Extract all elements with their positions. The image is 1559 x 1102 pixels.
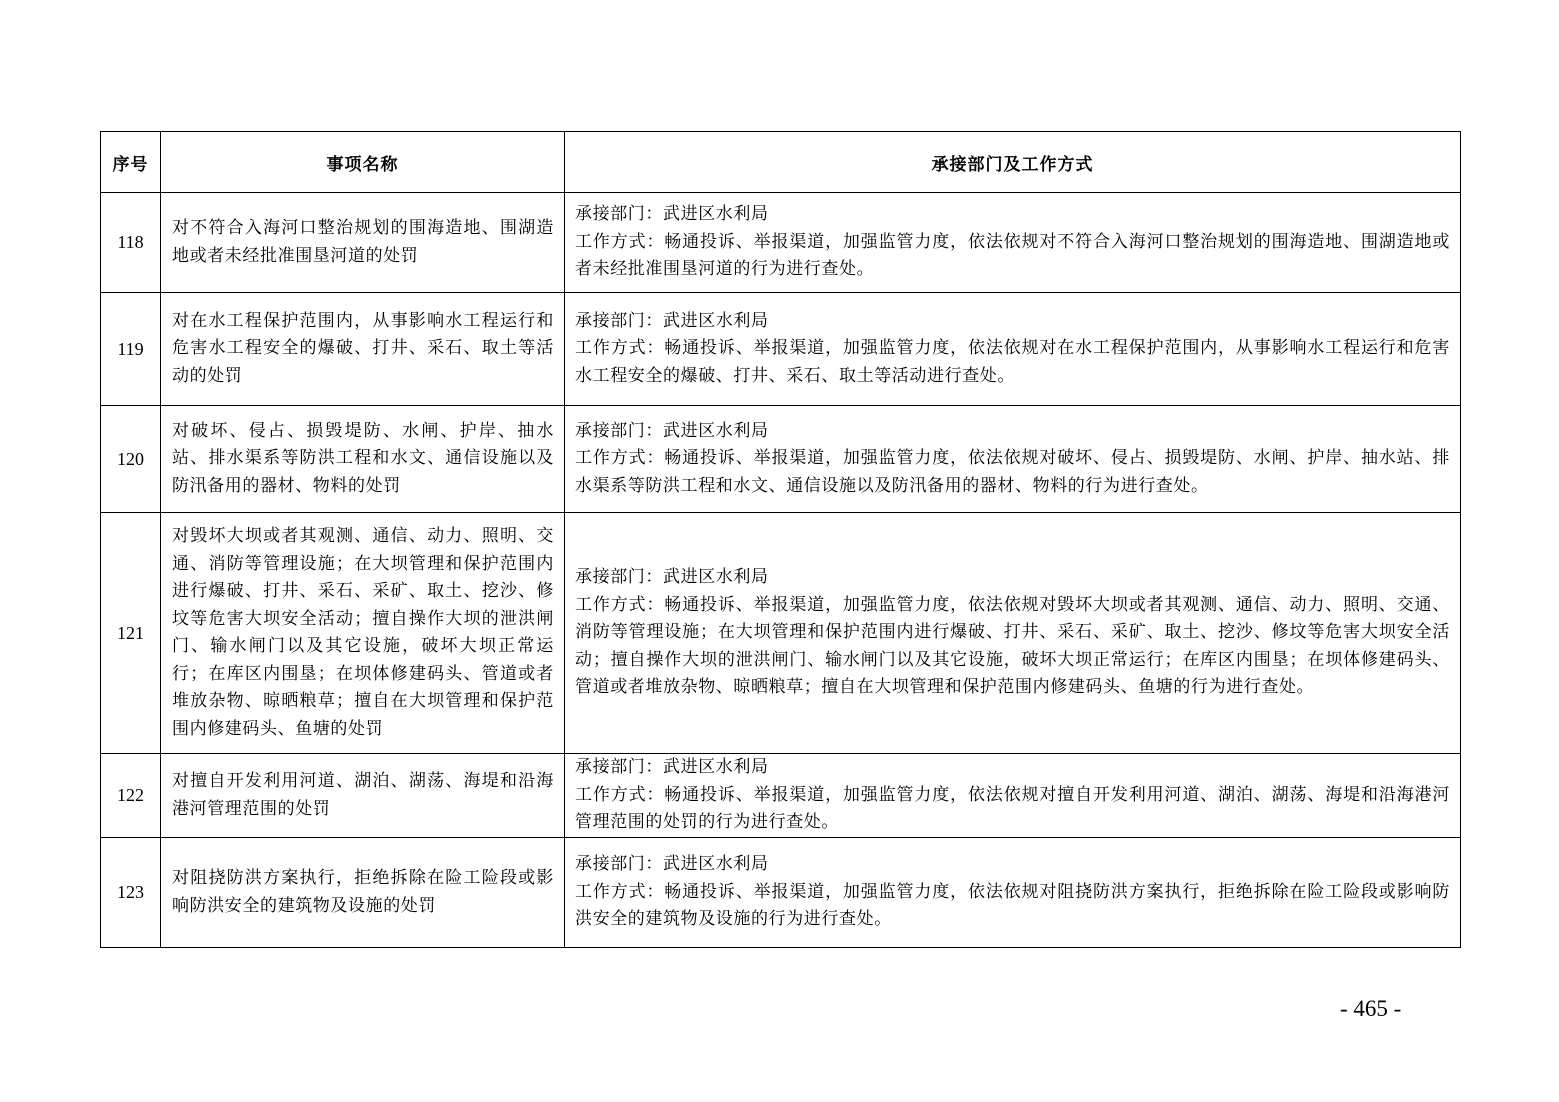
row-department-cell xyxy=(565,838,1461,948)
table-row xyxy=(101,754,1461,838)
header-department-and-method: 承接部门及工作方式 xyxy=(565,132,1461,193)
row-matter-name: 对在水工程保护范围内，从事影响水工程运行和危害水工程安全的爆破、打井、采石、取土等活动的处罚 xyxy=(161,293,565,406)
table-row xyxy=(101,293,1461,406)
row-department-cell xyxy=(565,754,1461,838)
row-department: 承接部门：武进区水利局 xyxy=(575,310,769,331)
row-department: 承接部门：武进区水利局 xyxy=(575,854,769,875)
row-serial-number: 119 xyxy=(101,293,161,406)
row-work-method: 工作方式：畅通投诉、举报渠道，加强监管力度，依法依规对阻挠防洪方案执行，拒绝拆除在险工险段或影响防洪安全的建筑物及设施的行为进行查处。 xyxy=(575,881,1450,930)
row-department-cell xyxy=(565,293,1461,406)
row-matter-name: 对阻挠防洪方案执行，拒绝拆除在险工险段或影响防洪安全的建筑物及设施的处罚 xyxy=(161,838,565,948)
table-header-row xyxy=(101,132,1461,193)
table-row xyxy=(101,513,1461,754)
row-matter-name: 对不符合入海河口整治规划的围海造地、围湖造地或者未经批准围垦河道的处罚 xyxy=(161,193,565,293)
header-matter-name: 事项名称 xyxy=(161,132,565,193)
table-row xyxy=(101,838,1461,948)
matters-table xyxy=(100,131,1461,948)
row-serial-number: 120 xyxy=(101,406,161,513)
row-work-method: 工作方式：畅通投诉、举报渠道，加强监管力度，依法依规对破坏、侵占、损毁堤防、水闸、护岸、抽水站、排水渠系等防洪工程和水文、通信设施以及防汛备用的器材、物料的行为进行查处。 xyxy=(575,448,1450,496)
page-number: - 465 - xyxy=(1340,996,1402,1021)
header-serial-number: 序号 xyxy=(101,132,161,193)
row-matter-name: 对破坏、侵占、损毁堤防、水闸、护岸、抽水站、排水渠系等防洪工程和水文、通信设施以及防汛备用的器材、物料的处罚 xyxy=(161,406,565,513)
row-department-cell xyxy=(565,193,1461,293)
row-work-method: 工作方式：畅通投诉、举报渠道，加强监管力度，依法依规对擅自开发利用河道、湖泊、湖荡、海堤和沿海港河管理范围的处罚的行为进行查处。 xyxy=(575,784,1450,833)
row-matter-name: 对毁坏大坝或者其观测、通信、动力、照明、交通、消防等管理设施；在大坝管理和保护范围内进行爆破、打井、采石、采矿、取土、挖沙、修坟等危害大坝安全活动；擅自操作大坝的泄洪闸门、输水闸门以及其它设施，破坏大坝正常运行；在库区内围垦；在坝体修建码头、管道或者堆放杂物、晾晒粮草；擅自在大坝管理和保护范围内修建码头、鱼塘的处罚 xyxy=(161,513,565,754)
row-serial-number: 121 xyxy=(101,513,161,754)
row-department: 承接部门：武进区水利局 xyxy=(575,204,769,225)
row-work-method: 工作方式：畅通投诉、举报渠道，加强监管力度，依法依规对毁坏大坝或者其观测、通信、动力、照明、交通、消防等管理设施；在大坝管理和保护范围内进行爆破、打井、采石、采矿、取土、挖沙、修坟等危害大坝安全活动；擅自操作大坝的泄洪闸门、输水闸门以及其它设施，破坏大坝正常运行；在库区内围垦；在坝体修建码头、管道或者堆放杂物、晾晒粮草；擅自在大坝管理和保护范围内修建码头、鱼塘的行为进行查处。 xyxy=(575,594,1450,698)
table-row xyxy=(101,406,1461,513)
row-department: 承接部门：武进区水利局 xyxy=(575,757,769,778)
row-serial-number: 118 xyxy=(101,193,161,293)
row-department-cell xyxy=(565,406,1461,513)
row-work-method: 工作方式：畅通投诉、举报渠道，加强监管力度，依法依规对不符合入海河口整治规划的围海造地、围湖造地或者未经批准围垦河道的行为进行查处。 xyxy=(575,231,1450,280)
row-serial-number: 122 xyxy=(101,754,161,838)
row-matter-name: 对擅自开发利用河道、湖泊、湖荡、海堤和沿海港河管理范围的处罚 xyxy=(161,754,565,838)
row-serial-number: 123 xyxy=(101,838,161,948)
table-row xyxy=(101,193,1461,293)
row-department: 承接部门：武进区水利局 xyxy=(575,567,769,588)
row-work-method: 工作方式：畅通投诉、举报渠道，加强监管力度，依法依规对在水工程保护范围内，从事影响水工程运行和危害水工程安全的爆破、打井、采石、取土等活动进行查处。 xyxy=(575,338,1450,386)
row-department-cell xyxy=(565,513,1461,754)
row-department: 承接部门：武进区水利局 xyxy=(575,420,769,441)
